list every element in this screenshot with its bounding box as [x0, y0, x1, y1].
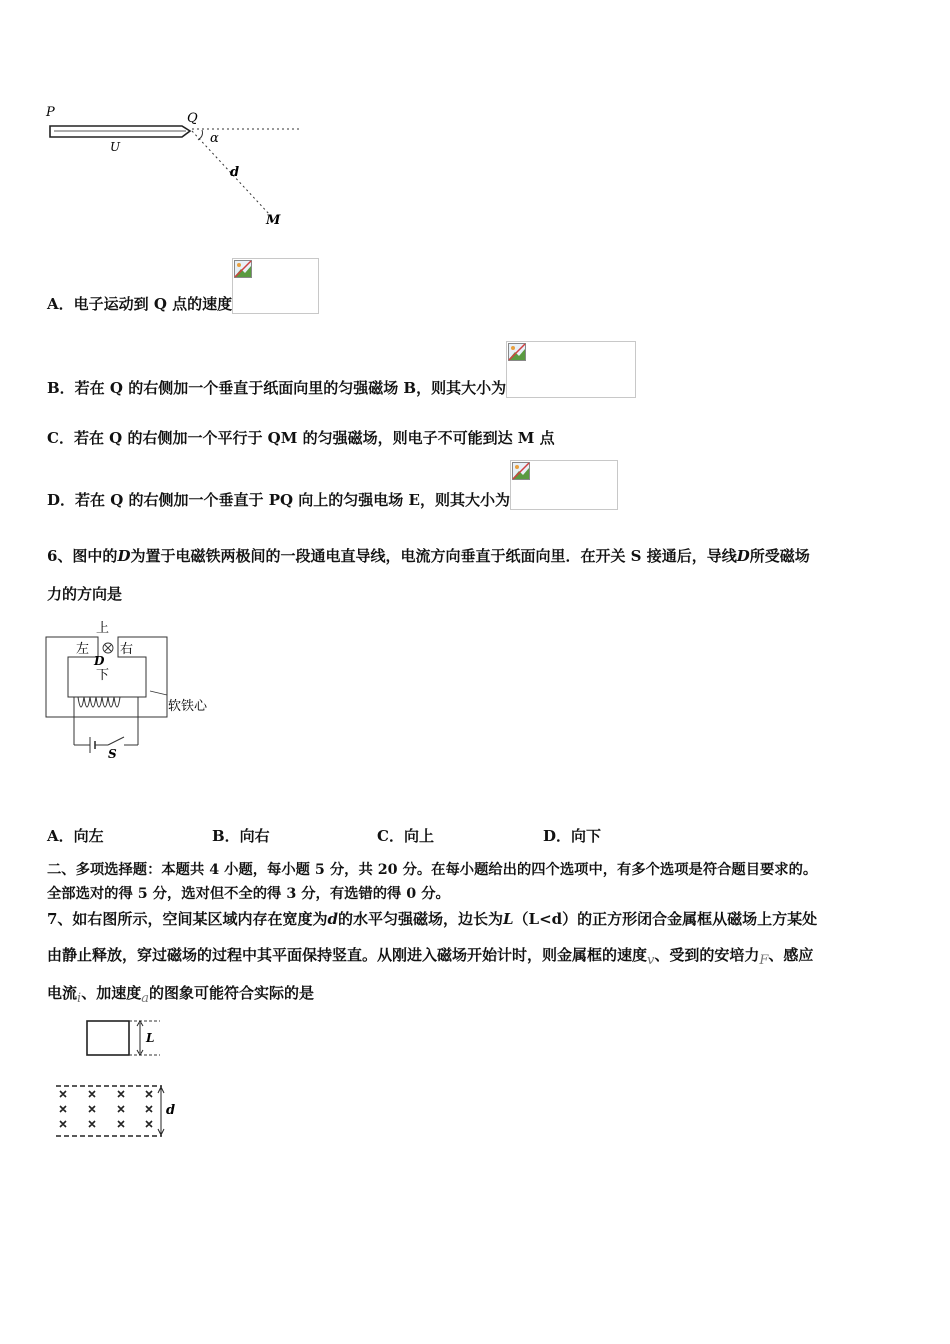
q7-line-2 — [47, 945, 813, 967]
option-a-text: A．电子运动到 Q 点的速度 — [47, 295, 233, 313]
q7-text-c: 的正方形闭合金属框从磁场上方某处 — [577, 910, 818, 928]
q6-var-d2: D — [736, 547, 750, 565]
q6-text-c: 所受磁场 — [749, 547, 810, 565]
electron-gun-figure — [40, 100, 310, 230]
label-alpha: α — [210, 131, 219, 146]
q7-text-i: 的图象可能符合实际的是 — [148, 984, 314, 1002]
q7-var-i: i — [77, 991, 82, 1006]
broken-image-icon — [508, 343, 526, 361]
section2-line-1: 二、多项选择题：本题共 4 小题，每小题 5 分，共 20 分。在每小题给出的四个选项中，有多个选项是符合题目要求的。 — [47, 862, 818, 878]
q6-text-a: 6、图中的 — [47, 547, 118, 565]
field-crosses — [60, 1091, 152, 1127]
option-c-text: C．若在 Q 的右侧加一个平行于 QM 的匀强磁场，则电子不可能到达 M 点 — [47, 429, 555, 447]
q6-option-a: A．向左 — [47, 827, 104, 845]
electromagnet-figure — [40, 615, 230, 765]
q7-text-f: 、感应 — [768, 946, 814, 964]
q7-var-v: v — [647, 953, 655, 968]
q7-var-a: a — [141, 991, 149, 1006]
pole-left-label: 左 — [76, 642, 90, 657]
q7-line-3 — [47, 983, 314, 1005]
side-length-label: L — [146, 1031, 155, 1045]
soft-iron-core-label: 软铁心 — [168, 699, 208, 714]
pole-top-label: 上 — [96, 621, 110, 636]
label-d: d — [230, 165, 240, 180]
q7-text-e: 、受到的安培力 — [654, 946, 760, 964]
q7-text-a: 7、如右图所示，空间某区域内存在宽度为 — [47, 910, 328, 928]
option-b-text: B．若在 Q 的右侧加一个垂直于纸面向里的匀强磁场 B，则其大小为 — [47, 379, 507, 397]
q7-condition: （L<d） — [513, 910, 578, 928]
electromagnet-diagram — [40, 615, 230, 765]
q6-var-d: D — [117, 547, 131, 565]
label-p: P — [46, 105, 55, 120]
q6-line-1 — [47, 546, 810, 566]
q6-option-c: C．向上 — [377, 827, 434, 845]
broken-image-icon — [234, 260, 252, 278]
magnetic-field-figure — [50, 1015, 190, 1145]
label-m: M — [266, 213, 281, 228]
wire-d-label: D — [94, 654, 105, 668]
q6-option-d: D．向下 — [543, 827, 602, 845]
q7-text-h: 、加速度 — [81, 984, 142, 1002]
pole-right-label: 右 — [120, 642, 134, 657]
q7-line-1 — [47, 909, 817, 929]
q7-var-f: F — [759, 953, 769, 968]
label-q: Q — [187, 111, 198, 126]
q6-option-b: B．向右 — [212, 827, 270, 845]
broken-image-icon — [512, 462, 530, 480]
switch-s-label: S — [108, 747, 117, 761]
section2-line-2: 全部选对的得 5 分，选对但不全的得 3 分，有选错的得 0 分。 — [47, 886, 450, 902]
q7-text-b: 的水平匀强磁场，边长为 — [337, 910, 503, 928]
q7-text-d: 由静止释放，穿过磁场的过程中其平面保持竖直。从刚进入磁场开始计时，则金属框的速度 — [47, 946, 648, 964]
q6-line-2: 力的方向是 — [47, 585, 123, 603]
option-a-formula-image — [232, 258, 319, 314]
option-b-row — [47, 341, 636, 398]
q7-var-d: d — [327, 910, 338, 928]
option-d-formula-image — [510, 460, 618, 510]
q6-text-b: 为置于电磁铁两极间的一段通电直导线，电流方向垂直于纸面向里．在开关 S 接通后，导线 — [130, 547, 737, 565]
q7-text-g: 电流 — [47, 984, 78, 1002]
electron-gun-diagram — [40, 100, 310, 230]
option-d-text: D．若在 Q 的右侧加一个垂直于 PQ 向上的匀强电场 E，则其大小为 — [47, 491, 510, 509]
option-d-row — [47, 460, 618, 510]
label-u: U — [110, 140, 121, 154]
field-width-label: d — [166, 1103, 176, 1118]
pole-bottom-label: 下 — [96, 668, 110, 683]
q7-var-l: L — [502, 910, 514, 928]
option-a-row — [47, 258, 319, 314]
option-b-formula-image — [506, 341, 636, 398]
magnetic-field-diagram — [50, 1015, 190, 1145]
